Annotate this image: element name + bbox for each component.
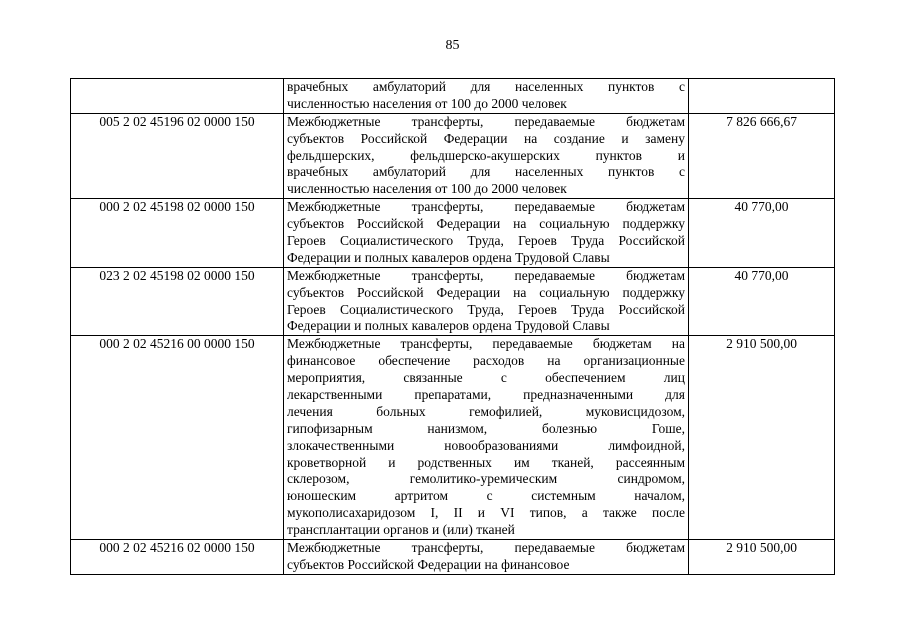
description-line: численностью населения от 100 до 2000 человек	[287, 181, 567, 197]
description-line: мероприятия, связанные с обеспечением лиц	[287, 370, 685, 386]
description-line: кроветворной и родственных им тканей, рассеянным	[287, 454, 685, 470]
description-line: Межбюджетные трансферты, передаваемые бюджетам на	[287, 336, 685, 352]
description-line: лекарственными препаратами, предназначенными для	[287, 387, 685, 403]
table-row	[71, 79, 835, 114]
amount-cell: 2 910 500,00	[689, 540, 835, 575]
description-cell	[284, 336, 689, 540]
description-line: Межбюджетные трансферты, передаваемые бюджетам	[287, 267, 685, 283]
table-row	[71, 199, 835, 268]
description-line: злокачественными новообразованиями лимфоидной,	[287, 437, 685, 453]
description-line: врачебных амбулаторий для населенных пунктов с	[287, 164, 685, 180]
description-cell	[284, 199, 689, 268]
classification-code-cell	[71, 79, 284, 114]
description-cell	[284, 540, 689, 575]
description-line: Героев Социалистического Труда, Героев Труда Российской	[287, 233, 685, 249]
description-line: гипофизарным нанизмом, болезнью Гоше,	[287, 420, 685, 436]
classification-code-cell: 000 2 02 45216 02 0000 150	[71, 540, 284, 575]
page-number: 85	[445, 38, 460, 53]
description-line: Федерации и полных кавалеров ордена Трудовой Славы	[287, 249, 610, 265]
description-line: Межбюджетные трансферты, передаваемые бюджетам	[287, 113, 685, 129]
description-line: Межбюджетные трансферты, передаваемые бюджетам	[287, 540, 685, 556]
amount-cell: 2 910 500,00	[689, 336, 835, 540]
description-line: субъектов Российской Федерации на финансовое	[287, 556, 570, 572]
description-line: лечения больных гемофилией, муковисцидозом,	[287, 403, 685, 419]
description-line: субъектов Российской Федерации на социальную поддержку	[287, 284, 685, 300]
description-line: Федерации и полных кавалеров ордена Трудовой Славы	[287, 318, 610, 334]
classification-code-cell: 000 2 02 45216 00 0000 150	[71, 336, 284, 540]
budget-table-body	[71, 79, 835, 575]
amount-cell	[689, 79, 835, 114]
description-line: трансплантации органов и (или) тканей	[287, 522, 515, 538]
description-line: субъектов Российской Федерации на социальную поддержку	[287, 216, 685, 232]
description-line: Межбюджетные трансферты, передаваемые бюджетам	[287, 199, 685, 215]
description-line: Героев Социалистического Труда, Героев Труда Российской	[287, 301, 685, 317]
description-line: склерозом, гемолитико-уремическим синдромом,	[287, 471, 685, 487]
description-cell	[284, 267, 689, 336]
amount-cell: 7 826 666,67	[689, 113, 835, 198]
table-row	[71, 336, 835, 540]
table-row	[71, 267, 835, 336]
description-line: мукополисахаридозом I, II и VI типов, а также после	[287, 505, 685, 521]
description-line: врачебных амбулаторий для населенных пунктов с	[287, 79, 685, 94]
description-line: субъектов Российской Федерации на создание и замену	[287, 130, 685, 146]
classification-code-cell: 023 2 02 45198 02 0000 150	[71, 267, 284, 336]
description-cell	[284, 79, 689, 114]
description-line: фельдшерских, фельдшерско-акушерских пунктов и	[287, 147, 685, 163]
amount-cell: 40 770,00	[689, 199, 835, 268]
classification-code-cell: 005 2 02 45196 02 0000 150	[71, 113, 284, 198]
description-line: юношеским артритом с системным началом,	[287, 488, 685, 504]
classification-code-cell: 000 2 02 45198 02 0000 150	[71, 199, 284, 268]
amount-cell: 40 770,00	[689, 267, 835, 336]
description-line: численностью населения от 100 до 2000 человек	[287, 95, 567, 111]
description-line: финансовое обеспечение расходов на организационные	[287, 353, 685, 369]
table-row	[71, 540, 835, 575]
description-cell	[284, 113, 689, 198]
budget-table	[70, 78, 835, 575]
table-row	[71, 113, 835, 198]
